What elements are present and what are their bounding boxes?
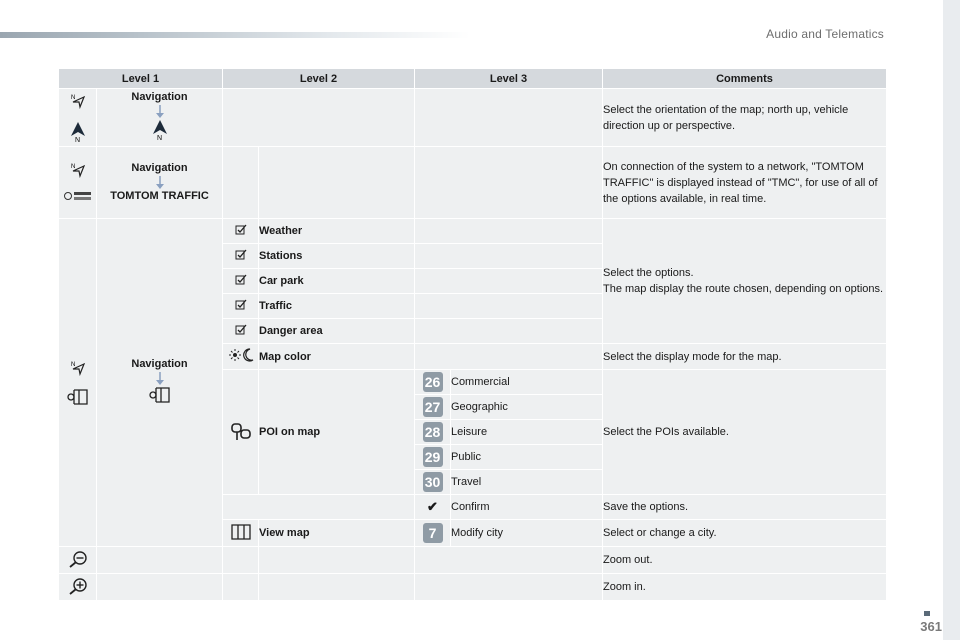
checkbox-icon xyxy=(235,274,247,286)
zoom-in-comment: Zoom in. xyxy=(603,574,887,601)
level3-cell xyxy=(415,244,603,269)
svg-text:N: N xyxy=(70,361,75,368)
table-row-weather xyxy=(59,219,887,244)
poi-icon-cell xyxy=(223,370,259,495)
tomtom-logo-icon xyxy=(64,190,92,204)
checkbox-icon-cell xyxy=(223,219,259,244)
level2-icon-cell xyxy=(223,547,259,574)
tomtom-traffic-label: TOMTOM TRAFFIC xyxy=(110,189,209,202)
map-color-label: Map color xyxy=(259,344,415,370)
level3-cell xyxy=(415,147,603,219)
checkbox-icon-cell xyxy=(223,294,259,319)
check-icon-cell xyxy=(415,495,451,520)
modify-city-comment: Select or change a city. xyxy=(603,520,887,547)
badge-cell xyxy=(415,370,451,395)
level1-cell xyxy=(97,219,223,547)
option-stations: Stations xyxy=(259,244,415,269)
side-strip xyxy=(943,0,960,640)
svg-text:N: N xyxy=(70,94,75,101)
confirm-comment: Save the options. xyxy=(603,495,887,520)
level2-icon-cell xyxy=(223,574,259,601)
level2-cell xyxy=(259,547,415,574)
checkbox-icon xyxy=(235,299,247,311)
poi-item-label: Travel xyxy=(451,470,603,495)
header-level2: Level 2 xyxy=(223,69,415,89)
icon-cell xyxy=(59,89,97,147)
checkbox-icon-cell xyxy=(223,244,259,269)
poi-item-label: Leisure xyxy=(451,420,603,445)
category-number-badge: 27 xyxy=(423,397,443,417)
badge-cell xyxy=(415,520,451,547)
poi-item-label: Geographic xyxy=(451,395,603,420)
table-row-orientation xyxy=(59,89,887,147)
map-settings-icon xyxy=(149,386,171,404)
table-row-zoom-in xyxy=(59,574,887,601)
zoom-in-icon xyxy=(67,577,89,595)
menu-table xyxy=(58,68,887,601)
checkbox-icon xyxy=(235,324,247,336)
svg-text:N: N xyxy=(74,136,80,143)
options-comment: Select the options. The map display the route chosen, depending on options. xyxy=(603,267,884,295)
level3-cell xyxy=(415,294,603,319)
table-row-zoom-out xyxy=(59,547,887,574)
level1-cell xyxy=(97,147,223,219)
category-number-badge: 26 xyxy=(423,372,443,392)
view-map-label: View map xyxy=(259,520,415,547)
north-up-icon xyxy=(150,119,170,141)
level3-cell xyxy=(415,89,603,147)
navigation-label: Navigation xyxy=(131,358,188,370)
poi-icon xyxy=(229,420,253,442)
level3-cell xyxy=(415,574,603,601)
confirm-label: Confirm xyxy=(451,495,603,520)
level1-cell xyxy=(97,547,223,574)
map-orientation-icon xyxy=(70,162,86,178)
option-danger-area: Danger area xyxy=(259,319,415,344)
page-marker xyxy=(924,611,930,616)
level2-cell xyxy=(223,495,415,520)
view-map-icon-cell xyxy=(223,520,259,547)
comment-cell: Select the orientation of the map; north up, vehicle direction up or perspective. xyxy=(603,89,887,147)
category-number-badge: 28 xyxy=(423,422,443,442)
level3-cell xyxy=(415,344,603,370)
icon-cell xyxy=(59,219,97,547)
header-level1: Level 1 xyxy=(59,69,223,89)
badge-cell xyxy=(415,420,451,445)
poi-item-label: Public xyxy=(451,445,603,470)
zoom-out-icon xyxy=(67,550,89,568)
badge-cell xyxy=(415,445,451,470)
arrow-down-icon xyxy=(155,372,165,386)
options-comment-cell xyxy=(603,219,887,344)
checkbox-icon xyxy=(235,224,247,236)
table-header-row xyxy=(59,69,887,89)
category-number-badge: 7 xyxy=(423,523,443,543)
page-number: 361 xyxy=(920,619,942,634)
level2-icon-cell xyxy=(223,147,259,219)
poi-item-label: Commercial xyxy=(451,370,603,395)
arrow-down-icon xyxy=(155,105,165,119)
icon-cell xyxy=(59,147,97,219)
badge-cell xyxy=(415,395,451,420)
map-orientation-icon xyxy=(70,360,86,376)
arrow-down-icon xyxy=(155,176,165,190)
option-traffic: Traffic xyxy=(259,294,415,319)
modify-city-label: Modify city xyxy=(451,520,603,547)
map-settings-icon xyxy=(67,388,89,406)
zoom-out-comment: Zoom out. xyxy=(603,547,887,574)
poi-comment: Select the POIs available. xyxy=(603,370,887,495)
header-gradient-bar xyxy=(0,32,470,38)
map-orientation-icon xyxy=(70,93,86,109)
navigation-label: Navigation xyxy=(131,91,188,103)
level1-cell xyxy=(97,89,223,147)
level3-cell xyxy=(415,547,603,574)
comment-cell: On connection of the system to a network, "TOMTOM TRAFFIC" is displayed instead of "TMC", for use of all of the options available, in real time. xyxy=(603,147,887,219)
svg-text:N: N xyxy=(70,163,75,170)
category-number-badge: 29 xyxy=(423,447,443,467)
day-night-icon xyxy=(228,348,254,362)
level1-cell xyxy=(97,574,223,601)
zoom-out-icon-cell xyxy=(59,547,97,574)
level3-cell xyxy=(415,219,603,244)
level2-cell xyxy=(259,574,415,601)
category-number-badge: 30 xyxy=(423,472,443,492)
option-car-park: Car park xyxy=(259,269,415,294)
map-icon xyxy=(230,523,252,541)
option-weather: Weather xyxy=(259,219,415,244)
checkbox-icon-cell xyxy=(223,269,259,294)
level3-cell xyxy=(415,269,603,294)
header-comments: Comments xyxy=(603,69,887,89)
north-up-icon xyxy=(68,121,88,143)
checkbox-icon xyxy=(235,249,247,261)
header-level3: Level 3 xyxy=(415,69,603,89)
map-color-icon-cell xyxy=(223,344,259,370)
level2-cell xyxy=(259,147,415,219)
page-header-title: Audio and Telematics xyxy=(766,27,884,41)
table-row-traffic xyxy=(59,147,887,219)
checkbox-icon-cell xyxy=(223,319,259,344)
level3-cell xyxy=(415,319,603,344)
poi-label: POI on map xyxy=(259,370,415,495)
zoom-in-icon-cell xyxy=(59,574,97,601)
navigation-label: Navigation xyxy=(131,161,188,174)
svg-text:N: N xyxy=(156,135,162,141)
check-icon: ✔ xyxy=(427,499,438,514)
map-color-comment: Select the display mode for the map. xyxy=(603,344,887,370)
level2-cell xyxy=(223,89,415,147)
badge-cell xyxy=(415,470,451,495)
